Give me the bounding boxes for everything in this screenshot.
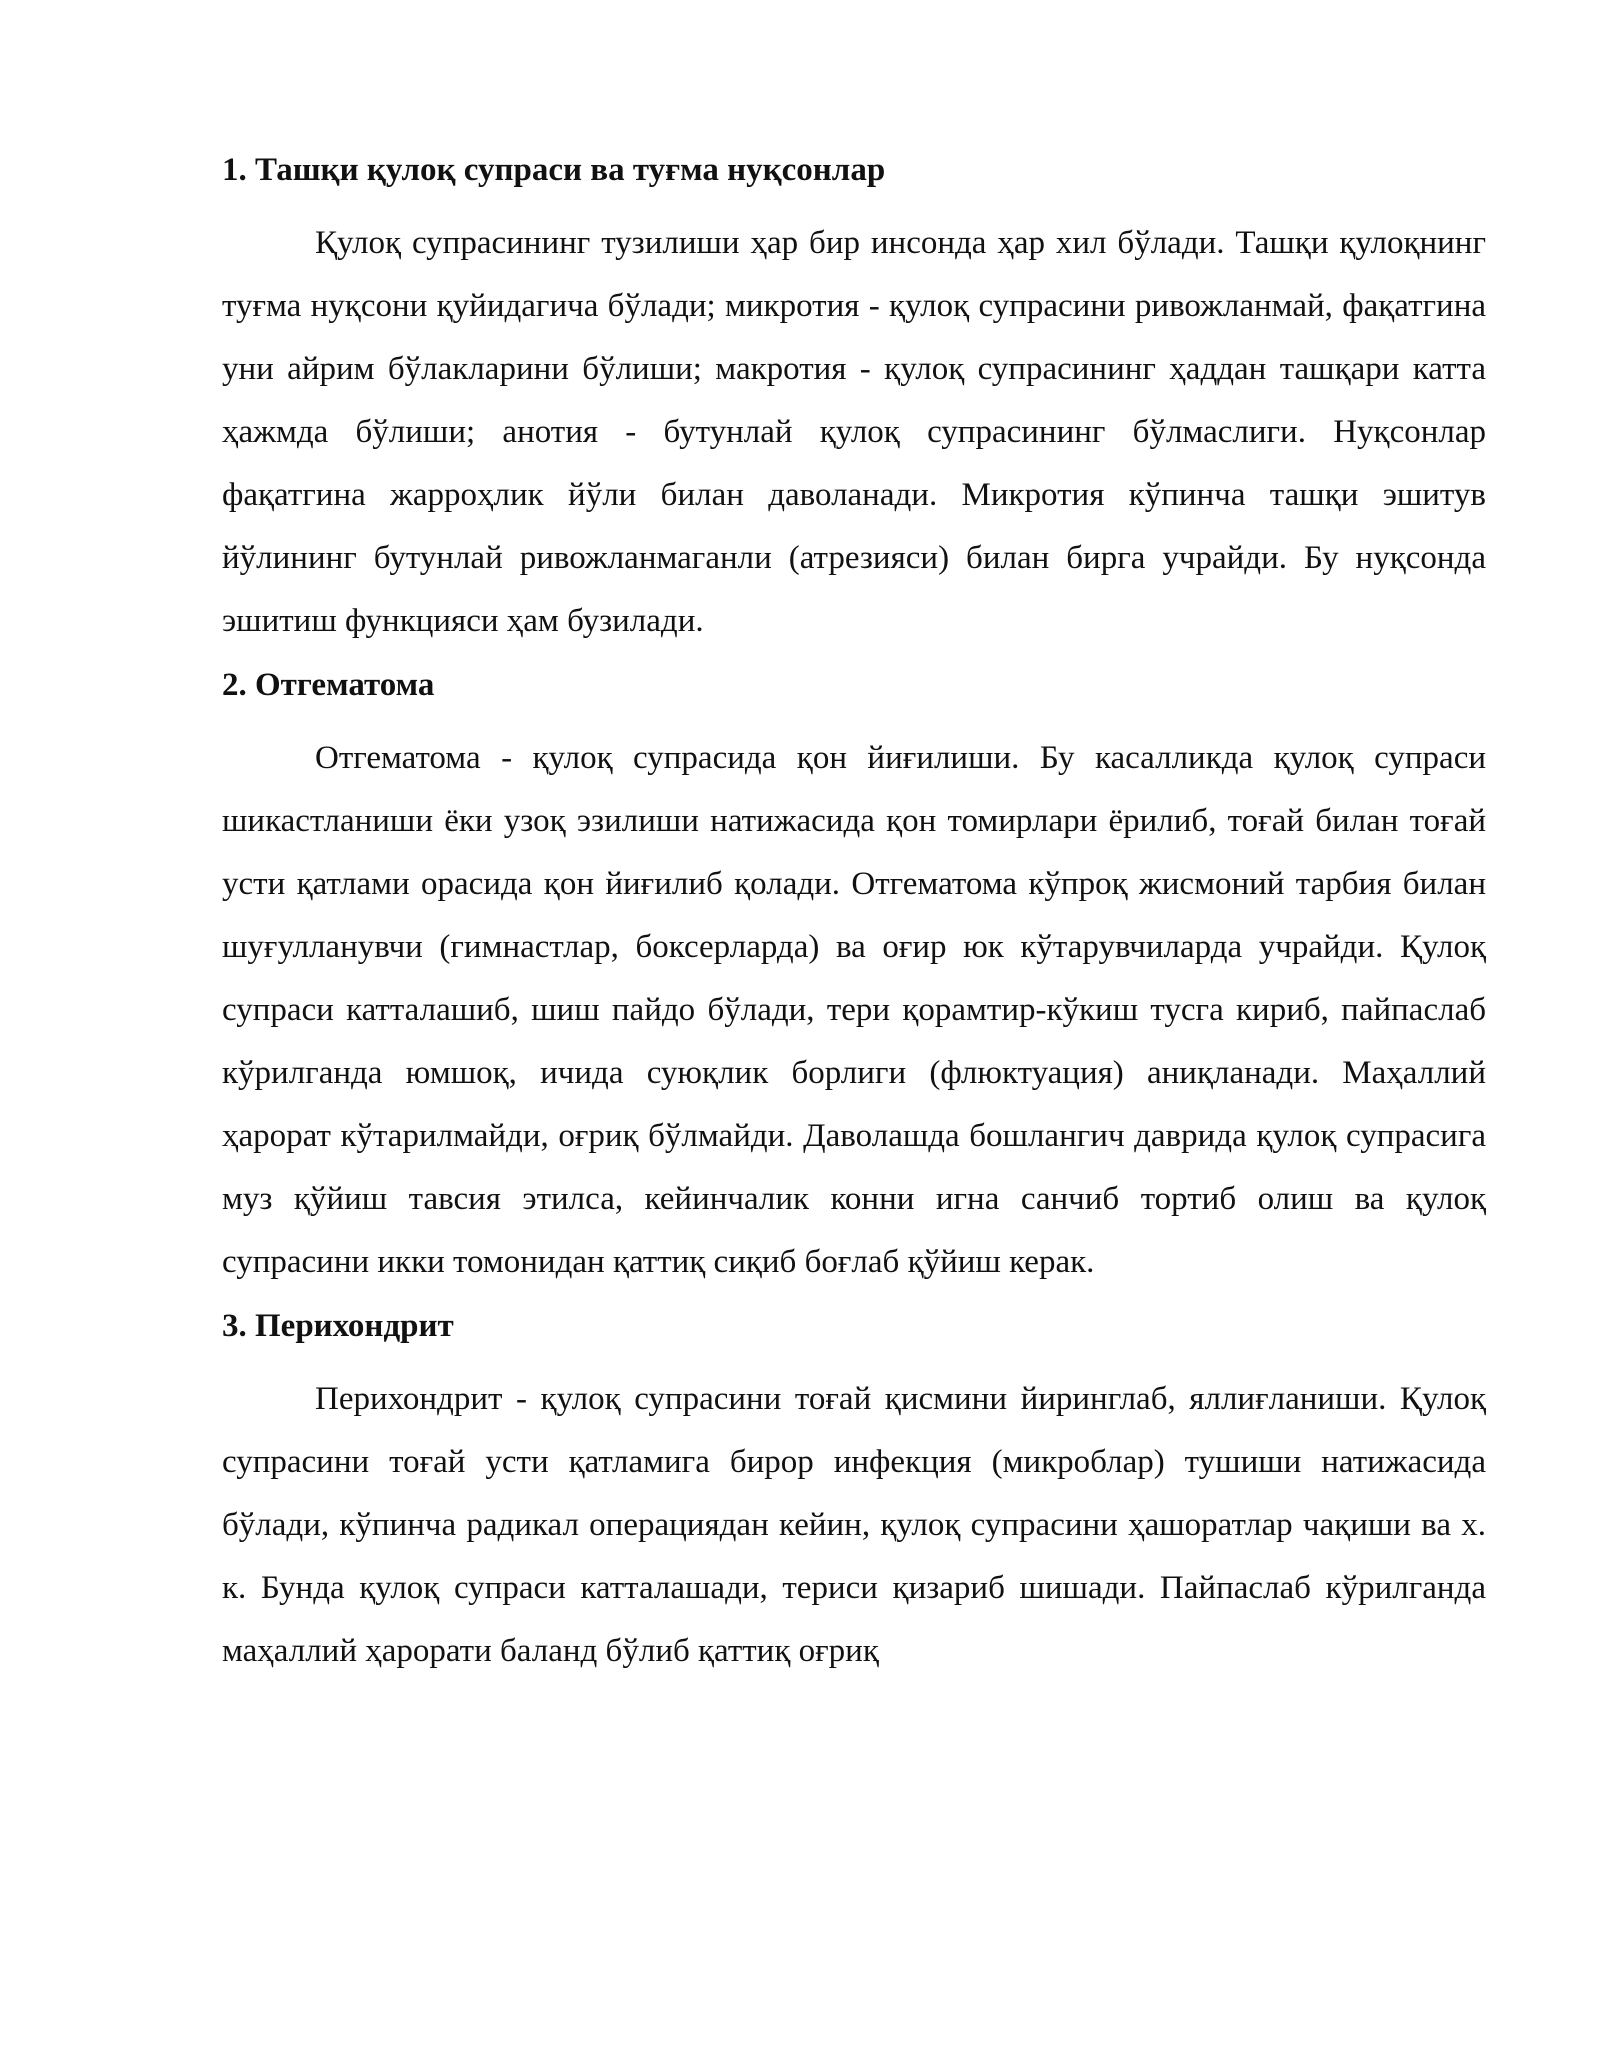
section-heading-2: 2. Отгематома bbox=[222, 667, 435, 703]
section-paragraph-3: Перихондрит - қулоқ супрасини тоғай қисмини йиринглаб, яллиғланиши. Қулоқ супрасини тоғай усти қатламига бирор инфекция (микроблар) тушиши натижасида бўлади, кўпинча радикал операциядан кейин, қулоқ супрасини ҳашоратлар чақиши ва х. к. Бунда қулоқ супраси катталашади, териси қизариб шишади. Пайпаслаб кўрилганда маҳаллий ҳарорати баланд бўлиб қаттиқ оғриқ bbox=[222, 1381, 1486, 1669]
section-paragraph-2: Отгематома - қулоқ супрасида қон йиғилиши. Бу касалликда қулоқ супраси шикастланиши ёки узоқ эзилиши натижасида қон томирлари ёрилиб, тоғай билан тоғай усти қатлами орасида қон йиғилиб қолади. Отгематома кўпроқ жисмоний тарбия билан шуғулланувчи (гимнастлар, боксерларда) ва оғир юк кўтарувчиларда учрайди. Қулоқ супраси катталашиб, шиш пайдо бўлади, тери қорамтир-кўкиш тусга кириб, пайпаслаб кўрилганда юмшоқ, ичида суюқлик борлиги (флюктуация) аниқланади. Маҳаллий ҳарорат кўтарилмайди, оғриқ бўлмайди. Даволашда бошлангич даврида қулоқ супрасига муз қўйиш тавсия этилса, кейинчалик конни игна санчиб тортиб олиш ва қулоқ супрасини икки томонидан қаттиқ сиқиб боғлаб қўйиш керак. bbox=[222, 740, 1486, 1280]
section-heading-3: 3. Перихондрит bbox=[222, 1308, 454, 1344]
section-heading-1: 1. Ташқи қулоқ супраси ва туғма нуқсонлар bbox=[222, 152, 886, 188]
section-paragraph-1: Қулоқ супрасининг тузилиши ҳар бир инсонда ҳар хил бўлади. Ташқи қулоқнинг туғма нуқсони қуйидагича бўлади; микротия - қулоқ супрасини ривожланмай, фақатгина уни айрим бўлакларини бўлиши; макротия - қулоқ супрасининг ҳаддан ташқари катта ҳажмда бўлиши; анотия - бутунлай қулоқ супрасининг бўлмаслиги. Нуқсонлар фақатгина жарроҳлик йўли билан даволанади. Микротия кўпинча ташқи эшитув йўлининг бутунлай ривожланмаганли (атрезияси) билан бирга учрайди. Бу нуқсонда эшитиш функцияси ҳам бузилади. bbox=[222, 225, 1486, 639]
document-body bbox=[222, 138, 1486, 1689]
